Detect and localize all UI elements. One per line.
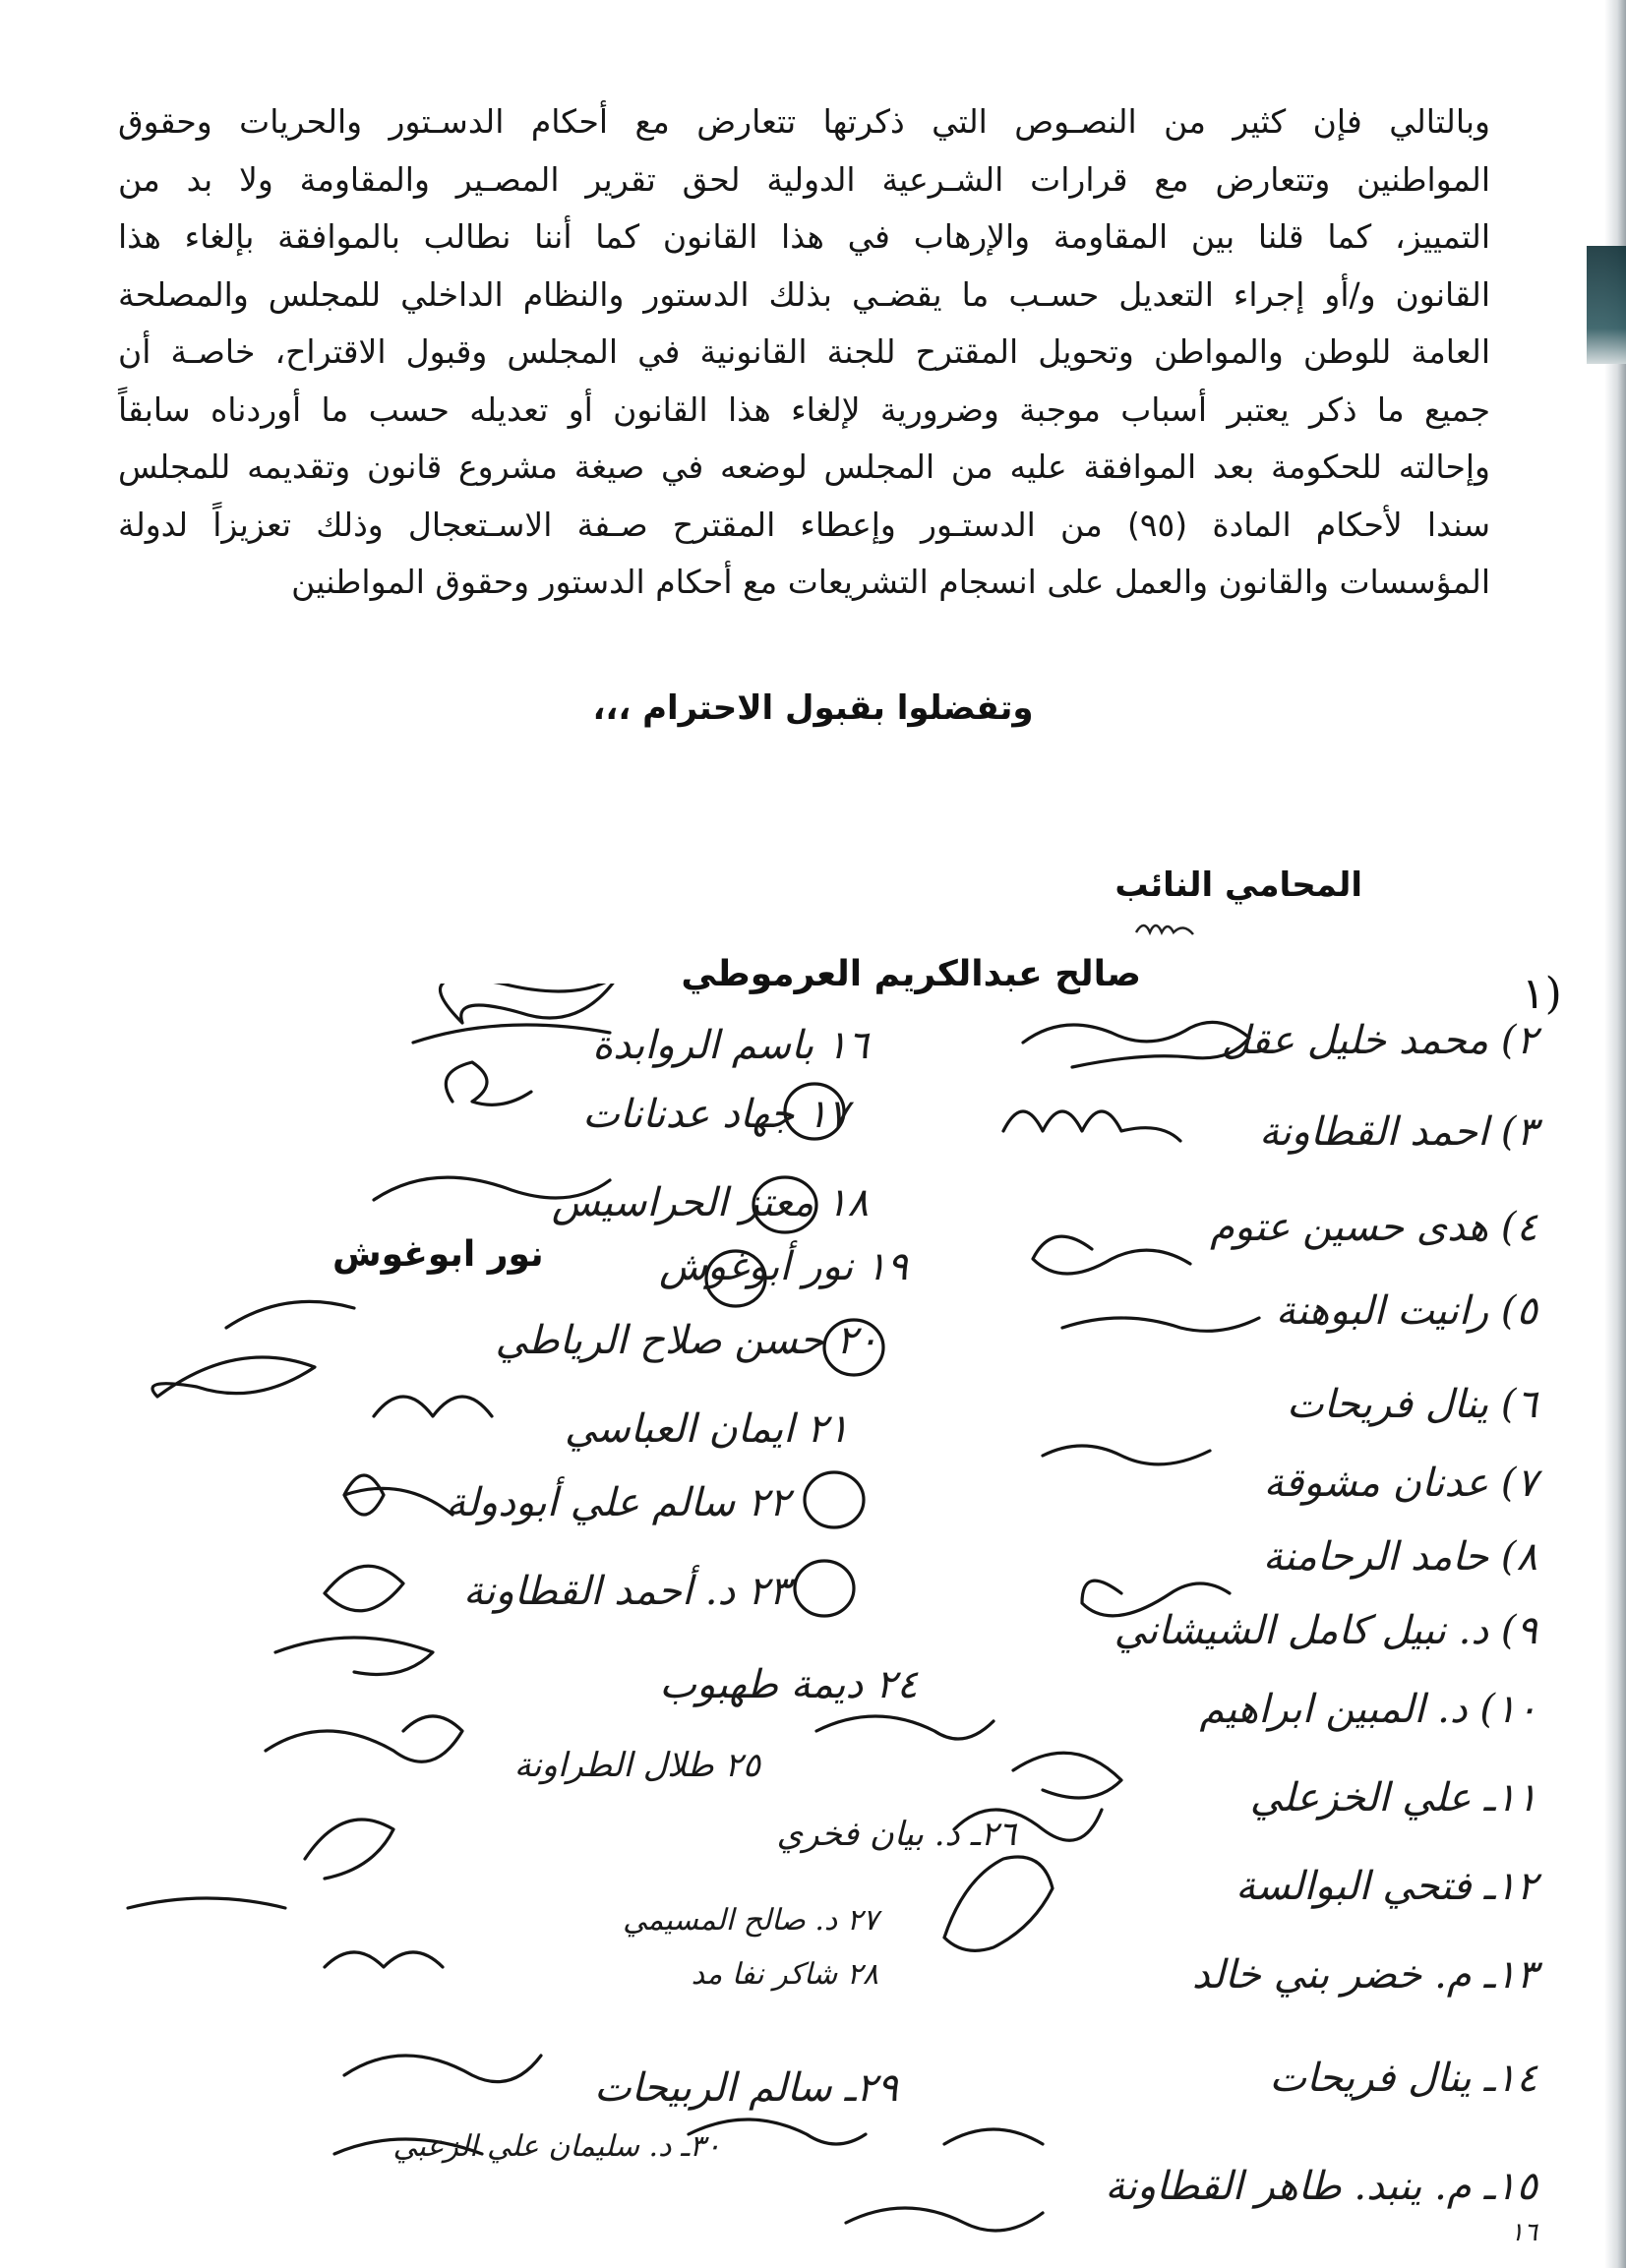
signature-mark [413,1025,610,1043]
signatory-entry: ١٧ جهاد عدنانات [582,1092,849,1137]
signature-mark [266,1716,462,1761]
paragraph-line: سندا لأحكام المادة (٩٥) من الدستـور وإعطاء المقترح صـفة الاسـتعجال وذلك تعزيزاً لدولة [118,505,1490,544]
signatory-entry: ١٠) د. المبين ابراهيم [1199,1687,1537,1732]
signatory-entry: ٢٢ سالم علي أبودولة [446,1480,790,1525]
signatory-entry: ١٦ [1510,2218,1537,2247]
signature-mark [846,2208,1043,2231]
signatory-entry: ٨) حامد الرحامنة [1262,1534,1537,1580]
signature-mark [441,984,621,1023]
signatory-entry: ١٩ نور أبوغوش [659,1244,908,1289]
signatory-entry: ٤) هدى حسين عتوم [1210,1205,1537,1250]
signature-mark [344,1475,452,1515]
paragraph-line: المواطنين وتتعارض مع قرارات الشـرعية الدولية لحق تقرير المصـير والمقاومة ولا بد من [118,159,1490,199]
signer-name: صالح عبدالكريم العرموطي [681,954,1141,994]
signature-mark [1023,1022,1249,1067]
signature-mark [226,1301,354,1328]
signatory-entry: ٦) ينال فريحات [1287,1382,1537,1427]
signature-mark [1003,1111,1180,1141]
signature-mark [325,1952,443,1967]
signatory-entry: ٧) عدنان مشوقة [1263,1461,1537,1506]
signatory-entry: ٢٥ طلال الطراونة [513,1746,760,1785]
signatory-entry: ٢٦ـ د. بيان فخري [776,1815,1016,1854]
paragraph-line: جميع ما ذكر يعتبر أسباب موجبة وضرورية لإلغاء هذا القانون أو تعديله حسب ما أوردناه سابقاً [118,389,1490,429]
signatory-entry: ٢٩ـ سالم الربيحات [594,2065,898,2111]
signatory-entry: ١٥ـ م. ينبد. طاهر القطاونة [1105,2164,1537,2209]
paragraph-line: المؤسسات والقانون والعمل على انسجام التشريعات مع أحكام الدستور وحقوق المواطنين [291,563,1490,601]
signatory-entry: ١٤ـ ينال فريحات [1269,2056,1537,2101]
number-circle [805,1472,864,1527]
signatory-entry: ٩) د. نبيل كامل الشيشاني [1114,1608,1537,1653]
paragraph-line: القانون و/أو إجراء التعديل حسـب ما يقضـي بذلك الدستور والنظام الداخلي للمجلس والمصلحة [118,274,1490,314]
number-circle [795,1561,854,1616]
initial-scribble [1131,913,1220,942]
signatory-entry: ٢٧ د. صالح المسيمي [623,1903,878,1938]
signature-mark [816,1716,994,1739]
signatory-entry: ١١ـ علي الخزعلي [1249,1775,1537,1820]
paragraph-line: وإحالته للحكومة بعد الموافقة عليه من المجلس لوضعه في صيغة مشروع قانون وتقديمه للمجلس [118,448,1490,486]
signature-mark [344,2056,541,2082]
signatory-entry: ٢٠ حسن صلاح الرياطي [495,1318,878,1363]
paragraph-line: وبالتالي فإن كثير من النصـوص التي ذكرتها تتعارض مع أحكام الدسـتور والحريات وحقوق [118,102,1490,141]
signature-mark [128,1898,285,1908]
signatory-entry: ١٦ باسم الروابدة [592,1023,869,1068]
signature-mark [374,1397,492,1416]
signature-mark [325,1566,403,1611]
signatory-entry: ٢٨ شاكر نفا مد [691,1957,878,1992]
signatory-entry: ٢١ ايمان العباسي [564,1406,849,1452]
paragraph-line: العامة للوطن والمواطن وتحويل المقترح للجنة القانونية في المجلس وقبول الاقتراح، خاصـة أن [118,332,1490,371]
signature-mark [305,1820,393,1879]
typed-name-extra: نور ابوغوش [332,1234,544,1275]
signature-mark [1013,1753,1121,1798]
paragraph-line: التمييز، كما قلنا بين المقاومة والإرهاب في هذا القانون كما أننا نطالب بالموافقة بإلغاء هذا [118,217,1490,256]
signatory-entry: ٢٣ د. أحمد القطاونة [462,1569,790,1614]
signatory-entry: ٣٠ـ د. سليمان علي الزعبي [392,2129,721,2164]
signature-mark [1062,1318,1259,1331]
signatory-entry: ٢٤ ديمة طهبوب [659,1662,918,1707]
signatory-entry: ١٣ـ م. خضر بني خالد [1191,1952,1537,1998]
signature-area [0,984,1626,2268]
signatory-entry: ٢) محمد خليل عقل [1221,1018,1537,1063]
signatory-entry: ٣) احمد القطاونة [1259,1109,1537,1155]
signature-mark [152,1357,315,1397]
signature-mark [944,2129,1043,2144]
signatory-entry: ٥) رانيت البوهنة [1275,1288,1537,1334]
signatory-entry: ١٨ معتز الحراسيس [551,1180,869,1225]
petition-paragraph [118,93,1490,612]
signature-mark [275,1638,433,1675]
signer-number: ١) [1522,969,1562,1019]
signatory-entry: ١٢ـ فتحي البوالسة [1235,1864,1537,1909]
signer-title: المحامي النائب [1114,865,1362,905]
signature-mark [1033,1236,1190,1274]
signature-mark [944,1857,1053,1950]
scan-edge-mark [1587,246,1626,364]
signature-mark [1043,1446,1210,1464]
closing-salutation: وتفضلوا بقبول الاحترام ،،، [592,688,1034,728]
signature-mark [446,1062,531,1104]
